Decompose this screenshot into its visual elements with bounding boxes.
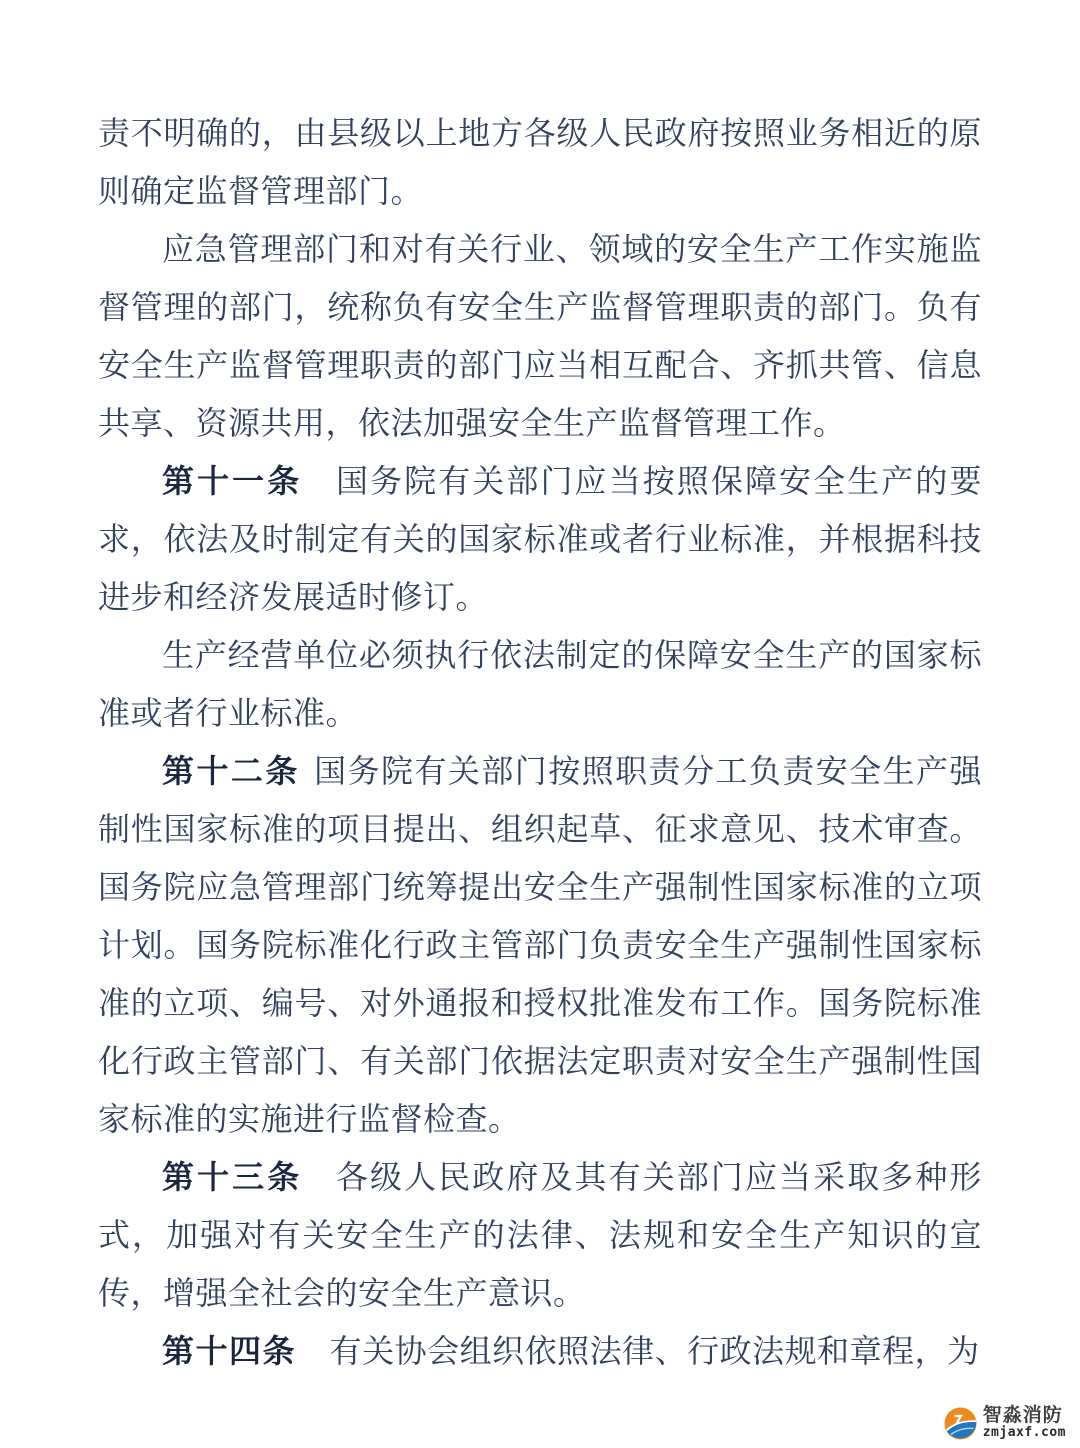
zhimiao-fire-logo-icon [944,1407,977,1440]
watermark-brand: 智淼消防 [982,1405,1063,1427]
paragraph-article-12 [98,742,982,1148]
law-text-page [98,104,982,1380]
article-13-number: 第十三条 [162,1159,303,1195]
paragraph-continuation-text: 责不明确的，由县级以上地方各级人民政府按照业务相近的原则确定监督管理部门。 [98,115,982,209]
paragraph-article-14 [98,1322,982,1380]
watermark-text [983,1406,1066,1440]
paragraph-standards-compliance-text: 生产经营单位必须执行依法制定的保障安全生产的国家标准或者行业标准。 [98,637,982,731]
article-14-text: 有关协会组织依照法律、行政法规和章程，为 [329,1333,980,1369]
article-11-text: 国务院有关部门应当按照保障安全生产的要求，依法及时制定有关的国家标准或者行业标准，并根据科技进步和经济发展适时修订。 [98,463,982,615]
paragraph-article-13 [98,1148,982,1322]
article-12-number: 第十二条 [162,753,300,789]
paragraph-article-11 [98,452,982,626]
watermark [944,1406,1066,1440]
paragraph-supervision-departments-text: 应急管理部门和对有关行业、领域的安全生产工作实施监督管理的部门，统称负有安全生产监督管理职责的部门。负有安全生产监督管理职责的部门应当相互配合、齐抓共管、信息共享、资源共用，依法加强安全生产监督管理工作。 [98,231,982,441]
article-12-text: 国务院有关部门按照职责分工负责安全生产强制性国家标准的项目提出、组织起草、征求意见、技术审查。国务院应急管理部门统筹提出安全生产强制性国家标准的立项计划。国务院标准化行政主管部门负责安全生产强制性国家标准的立项、编号、对外通报和授权批准发布工作。国务院标准化行政主管部门、有关部门依据法定职责对安全生产强制性国家标准的实施进行监督检查。 [98,753,982,1137]
paragraph-supervision-departments [98,220,982,452]
paragraph-continuation [98,104,982,220]
paragraph-standards-compliance [98,626,982,742]
article-14-number: 第十四条 [162,1333,297,1369]
article-11-number: 第十一条 [162,463,303,499]
watermark-site-url: zmjaxf.com [982,1425,1066,1441]
article-13-text: 各级人民政府及其有关部门应当采取多种形式，加强对有关安全生产的法律、法规和安全生产知识的宣传，增强全社会的安全生产意识。 [98,1159,982,1311]
